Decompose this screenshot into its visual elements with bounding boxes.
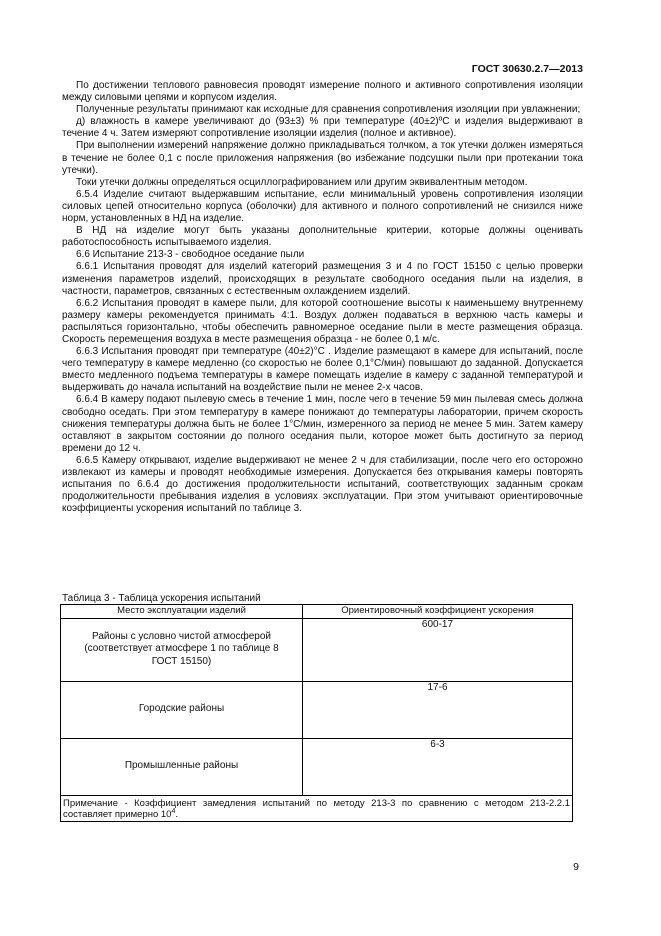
table-cell-coefficient: 600-17	[303, 618, 573, 681]
table-note-text: Примечание - Коэффициент замедления испытаний по методу 213-3 по сравнению с методом 213-2.2.1 составляет примерно 10	[63, 797, 570, 820]
paragraph: 6.6.2 Испытания проводят в камере пыли, для которой соотношение высоты к наименьшему внутреннему размеру камеры рекомендуется принимать 4:1. Воздух должен подаваться в верхнюю часть камеры и распыляться горизонтально, чтобы обеспечить равномерное оседание пыли в месте размещения образца. Скорость перемещения воздуха в месте размещения образца - не более 0,1 м/с.	[62, 297, 583, 345]
paragraph: В НД на изделие могут быть указаны дополнительные критерии, которые должны оценивать работоспособность испытываемого изделия.	[62, 225, 583, 249]
paragraph: При выполнении измерений напряжение должно прикладываться толчком, а ток утечки должен измеряться в течение не более 0,1 с после приложения напряжения (во избежание подсушки пыли при протекании тока утечки).	[62, 140, 583, 176]
table-caption: Таблица 3 - Таблица ускорения испытаний	[62, 593, 261, 604]
page-number: 9	[573, 861, 579, 873]
document-header: ГОСТ 30630.2.7—2013	[471, 63, 583, 75]
table-cell-coefficient: 17-6	[303, 681, 573, 738]
table-cell-coefficient: 6-3	[303, 738, 573, 795]
column-header-coefficient: Ориентировочный коэффициент ускорения	[303, 605, 573, 619]
table-note	[61, 795, 573, 821]
body-text	[62, 80, 583, 515]
paragraph: 6.5.4 Изделие считают выдержавшим испытание, если минимальный уровень сопротивления изоляции силовых цепей относительно корпуса (оболочки) для активного и полного сопротивлений не снизился ниже норм, установленных в НД на изделие.	[62, 188, 583, 225]
paragraph: Полученные результаты принимают как исходные для сравнения сопротивления изоляции при увлажнении;	[76, 104, 581, 116]
column-header-place: Место эксплуатации изделий	[61, 605, 303, 619]
table-cell-place: Промышленные районы	[61, 738, 303, 795]
paragraph: 6.6.3 Испытания проводят при температуре (40±2)°С . Изделие размещают в камере для испытаний, после чего температуру в камере медленно (со скоростью не более 0,1°С/мин) повышают до заданной. Допускается вместо медленного подъема температуры в камере помещать изделие в камеру с заданной температурой и выдерживать до начала испытаний на воздействие пыли не менее 2-х часов.	[62, 346, 583, 394]
table-cell-place: Городские районы	[61, 681, 303, 738]
paragraph: Токи утечки должны определяться осциллографированием или другим эквивалентным методом.	[76, 176, 528, 188]
paragraph: 6.6.1 Испытания проводят для изделий категорий размещения 3 и 4 по ГОСТ 15150 с целью проверки изменения параметров изделий, происходящих в результате свободного оседания пыли на изделия, в частности, параметров, связанных с естественным охлаждением изделий.	[62, 261, 583, 297]
table-note-exponent: 4	[171, 807, 176, 815]
paragraph: 6.6.5 Камеру открывают, изделие выдерживают не менее 2 ч для стабилизации, после чего его осторожно извлекают из камеры и проводят необходимые измерения. Допускается без открывания камеры повторять испытания по 6.6.4 до достижения продолжительности испытаний, соответствующих заданным срокам продолжительности пребывания изделия в условиях эксплуатации. При этом учитывают ориентировочные коэффициенты ускорения испытаний по таблице 3.	[62, 454, 583, 515]
paragraph: д) влажность в камере увеличивают до (93±3) % при температуре (40±2)ºС и изделия выдерживают в течение 4 ч. Затем измеряют сопротивление изоляции изделия (полное и активное).	[62, 116, 583, 140]
acceleration-table	[60, 604, 573, 822]
paragraph: 6.6 Испытание 213-3 - свободное оседание пыли	[76, 249, 305, 261]
paragraph: По достижении теплового равновесия проводят измерение полного и активного сопротивления изоляции между силовыми цепями и корпусом изделия.	[62, 80, 583, 104]
table-cell-place: Районы с условно чистой атмосферой (соответствует атмосфере 1 по таблице 8 ГОСТ 15150)	[61, 618, 303, 681]
table-note-end: .	[175, 808, 179, 820]
paragraph: 6.6.4 В камеру подают пылевую смесь в течение 1 мин, после чего в течение 59 мин пылевая смесь должна свободно оседать. При этом температуру в камере понижают до температуры лаборатории, причем скорость снижения температуры должна быть не более 1°С/мин, измеренного за период не менее 5 мин. Затем камеру оставляют в закрытом состоянии до полного оседания пыли, которое может быть достигнуто за период времени до 12 ч.	[62, 394, 583, 454]
